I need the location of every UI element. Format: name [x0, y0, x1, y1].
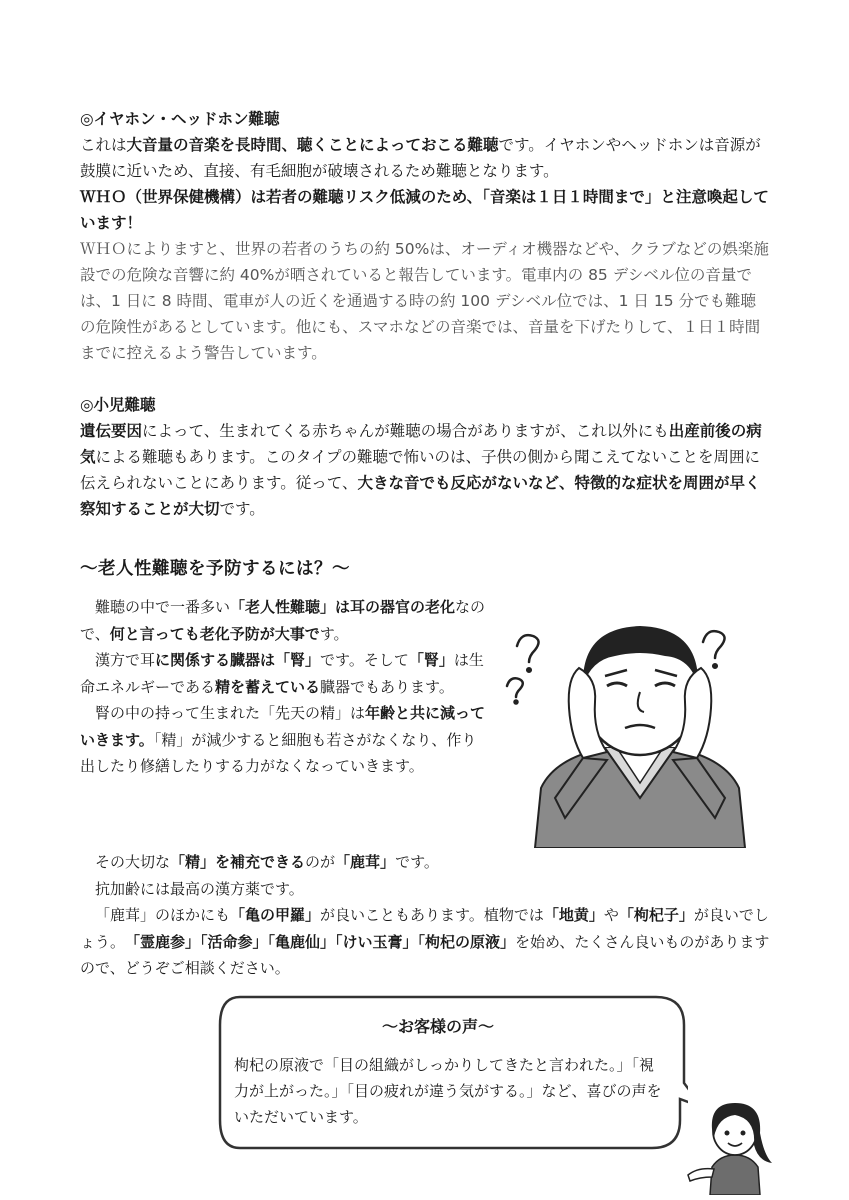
- text-run-bold: 「亀の甲羅」: [230, 906, 321, 924]
- text-run-bold: 精を蓄えている: [215, 677, 321, 696]
- text-run: です。: [219, 500, 265, 518]
- text-run-bold: 「枸杞子」: [618, 906, 694, 924]
- woman-staff-illustration: [680, 1075, 780, 1195]
- text-run-bold: 大音量の音楽を長時間、聴くことによっておこる難聴: [126, 136, 499, 154]
- text-run-bold: 出産前後の病気: [80, 422, 762, 466]
- prevent-paragraph-4: [80, 849, 780, 876]
- text-run: す。: [319, 624, 349, 643]
- earphone-heading: ◎イヤホン・ヘッドホン難聴: [80, 110, 280, 128]
- text-run: これは: [80, 136, 127, 154]
- text-run-bold: 「老人性難聴」は耳の器官: [230, 598, 411, 616]
- who-notice: ＷＨＯ（世界保健機構）は若者の難聴リスク低減のため、「音楽は１日１時間まで」と注意喚起しています！: [80, 188, 769, 232]
- text-run: による難聴もあります。このタイプの難聴で怖いのは、子供の側から聞こえてないことを周囲に伝えられないことにあります。従って、: [80, 448, 761, 492]
- prevent-paragraph-6: [80, 902, 780, 982]
- text-run-bold: 年齢と共に減っていきます。: [80, 704, 486, 749]
- text-run: 「精」が減少すると細胞も若さがなくなり、作り出したり修繕したりする力がなくなっていきます。: [80, 730, 477, 775]
- text-run: 漢方で耳: [95, 651, 156, 669]
- text-run: は生命エネルギーである: [80, 651, 484, 696]
- text-run-bold: 「霊鹿参」「活命参」「亀鹿仙」「けい玉膏」「枸杞の原液」: [132, 932, 516, 951]
- prevent-paragraph-5: 抗加齢には最高の漢方薬です。: [95, 879, 304, 898]
- text-run-bold: 遺伝要因: [80, 422, 143, 440]
- voice-text: 枸杞の原液で「目の組織がしっかりしてきたと言われた。」「視力が上がった。」「目の疲れが違う気がする。」など、喜びの声をいただいています。: [234, 1056, 662, 1126]
- prevent-paragraph-2: [80, 647, 490, 700]
- text-run-bold: 「鹿茸」: [335, 853, 396, 871]
- text-run-bold: の老化: [410, 598, 456, 616]
- prevent-title: ～老人性難聴を予防するには？～: [80, 559, 350, 579]
- child-paragraph: [80, 418, 770, 522]
- prevent-paragraph-1: [80, 594, 490, 647]
- text-run: や: [603, 906, 619, 924]
- earphone-paragraph: [80, 132, 770, 184]
- text-run: のが: [305, 853, 336, 871]
- text-run: によって、生まれてくる赤ちゃんが難聴の場合がありますが、これ以外にも: [142, 422, 669, 440]
- who-report-paragraph: ＷＨＯによりますと、世界の若者のうちの約 50%は、オーディオ機器などや、クラブなどの娯楽施設での危険な音響に約 40%が晒されていると報告しています。電車内の 85 デシベル位の音量では、1 日に 8 時間、電車が人の近くを通過する時の約 100 デシベル位では、1 日 15 分でも難聴の危険性があるとしています。他にも、スマホなどの音楽では、音量を下げたりして、１日１時間までに控えるよう警告しています。: [80, 240, 769, 362]
- text-run: 「鹿茸」のほかにも: [95, 906, 231, 924]
- prevent-tail: [80, 849, 780, 982]
- earphone-section: [80, 106, 770, 366]
- text-run-bold: 何と言っても老化予防が大事で: [109, 624, 320, 643]
- text-run-bold: 「地黄」: [543, 906, 604, 924]
- text-run: 腎の中の持って生まれた「先天の精」は: [95, 704, 366, 722]
- text-run: です。イヤホンやヘッドホンは音源が鼓膜に近いため、直接、有毛細胞が破壊されるため難聴となります。: [80, 136, 761, 180]
- text-run: が良いでしょう。: [80, 906, 769, 951]
- voice-title: ～お客様の声～: [381, 1017, 494, 1036]
- man-listening-illustration: [495, 598, 785, 848]
- text-run-bold: に関係する臓器は「腎」: [155, 651, 321, 669]
- child-section: [80, 392, 770, 522]
- prevent-body: [80, 594, 490, 780]
- text-run: です。そして: [320, 651, 409, 669]
- child-heading: ◎小児難聴: [80, 396, 156, 414]
- prevent-paragraph-3: [80, 700, 490, 780]
- text-run: です。: [395, 853, 439, 871]
- text-run: 臓器でもあります。: [320, 677, 454, 696]
- text-run: なので、: [80, 598, 486, 643]
- text-run-bold: 大きな音でも反応がないなど、特徴的な症状を周囲が早く察知することが大切: [80, 474, 761, 518]
- text-run: 難聴の中で一番多い: [95, 598, 231, 616]
- text-run: を始め、たくさん良いものがありますので、どうぞご相談ください。: [80, 932, 770, 977]
- text-run-bold: 「腎」: [408, 651, 454, 669]
- voice-body: [234, 1052, 664, 1130]
- text-run-bold: 「精」を補充できる: [170, 853, 306, 871]
- text-run: その大切な: [95, 853, 171, 871]
- text-run: が良いこともあります。植物では: [320, 906, 544, 924]
